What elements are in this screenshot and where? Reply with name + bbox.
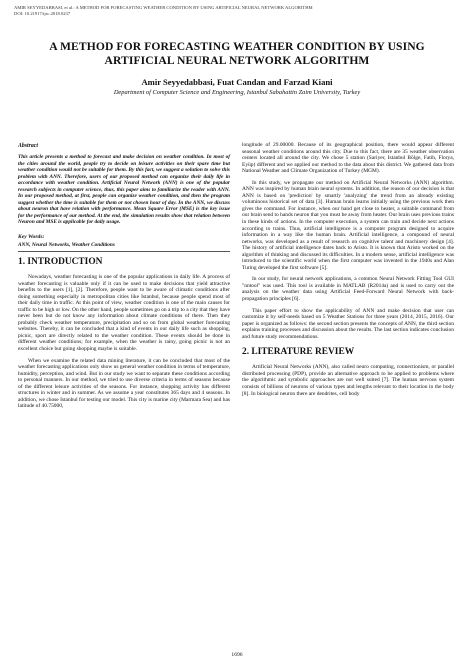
running-head-doi: DOI: 10.21917/ijsc.2018.0237 [14, 11, 71, 16]
introduction-paragraph-6: This paper effort to show the applicability of ANN and make decision that user can customize it by self-needs based on 5 Weather Stations for three years (2014, 2015, 2016). Our paper is organized as follows: the second section presents the concepts of ANN, the third section explains training processes and discussion about the results. The last section indicates conclusion and future study recommendations. [242, 307, 454, 340]
section-divider [18, 251, 230, 252]
running-head [14, 5, 460, 17]
literature-review-paragraph-1: Artificial Neural Networks (ANN), also called neuro computing, connectionism, or parallel distributed processing (PDP), provide an alternative approach to be applied to problems where the algorithmic and symbolic approaches are not well suited [7]. The human nervous system consists of billions of neurons of various types and lengths relevant to their location in the body [8]. In biological neuron there are dendrites, cell body [242, 364, 454, 397]
introduction-paragraph-2: When we examine the related data mining literature, it can be concluded that most of the weather forecasting applications only show us general weather condition in terms of temperature, humidity, perception, and wind. But in our study we want to separate these conditions according to personal manners. In our method, we tried to use diverse criteria in terms of seasons because of the different leisure activities of the seasons. For instance, shopping activity has different structures in winter and in summer. As we assume a year constitutes 365 days and 4 seasons. In addition, we chose Istanbul for testing our model. This city is marine city (Marmara Sea) and has latitude of 40.75000, [18, 357, 230, 410]
right-column [242, 142, 454, 397]
literature-review-heading: 2. LITERATURE REVIEW [242, 347, 355, 358]
abstract-text: This article presents a method to forecast and make decision on weather condition. In most of the cities around the world, people try to decide on leisure activities on their spare time but weather condition would not be suitable for them. By this fact, we suggest a solution to solve this problem with ANN. Therefore, users of our proposed method can organize their daily life in accordance with weather condition. Artificial Neural Network (ANN) is one of the popular research subjects in computer science, thus, this paper aims to familiarize the reader with ANN. In our proposed method, at first, people can organize weather condition, and then the program suggest whether the time is suitable for them or not chosen hour of day. In the ANN, we discuss about neuron that have relation with performance. Mean Square Error (MSE) is the key issue for the performance of our method. At the end, the simulation results show that relation between Neuron and MSE is applicable for daily usage. [18, 154, 230, 225]
introduction-paragraph-1: Nowadays, weather forecasting is one of the popular applications in daily life. A process of weather forecasting is valuable only if it can be used to make decisions that yield attractive benefits to the users [1], [2]. Therefore, people want to be aware of climatic conditions after doing something especially in metropolitan cities like Istanbul, because people spend most of their daily time in traffic. At this point of view, weather condition is one of the main causes for traffic to be high or low. On the other hand, people sometimes go on a trip to a city that they have never been but do not know any information about climate conditions of there. Then they probably check weather temperature, precipitation and so on from global weather forecasting websites. Thereby, it can be concluded that a kind of events in our daily life such as shopping, picnic, sport are directly related to the weather condition. These events should be done in different weather conditions; for example, when the weather is rainy, going picnic is not an excellent choice but going shopping maybe is suitable. [18, 274, 231, 353]
abstract-heading: Abstract [18, 143, 38, 149]
paper-authors: Amir Seyyedabbasi, Fuat Candan and Farzad Kiani [141, 77, 333, 87]
running-head-title: AMIR SEYYEDABBASI, et al.: A METHOD FOR FORECASTING WEATHER CONDITION BY USING ARTIFICIAL NEURAL NETWORK ALGORITHM [14, 5, 313, 10]
introduction-paragraph-3: longitude of 29.00000. Because of its geographical position, there would appear different seasonal weather conditions around this city. Due to this fact, there are 35 weather observation centers located all around the city. We chose 5 station (Sariyer, Istanbul Bölge, Fatih, Florya, Eyüp) different and we applied our method to the data about this district. We gathered data from National Weather and Climate Organization of Turkey (MGM). [242, 142, 454, 175]
paper-affiliation: Department of Computer Science and Engineering, Istanbul Sabahattin Zaim University, Turkey [113, 89, 361, 96]
introduction-heading: 1. INTRODUCTION [18, 257, 103, 267]
introduction-paragraph-5: In our study, for neural network applications, a common Neural Network Fitting Tool GUI "nntool" was used. This tool is available in MATLAB (R2014a) and is used to carry out the analysis on the weather data using Artificial Feed-Forward Neural Network with back-propagation principles [6]. [242, 276, 454, 303]
page-number: 1696 [231, 652, 243, 658]
introduction-paragraph-4: In this study, we propagate our method on Artificial Neural Networks (ANN) algorithm. ANN was inspired by human brain neural systems. In addition, the reason of our decision is that ANN is based on 'prediction' by smartly 'analyzing' the trend from an already existing voluminous historical set of data [3]. Human brain learns initially using the previous work then gives the command. For instance, when our hand get close to heater, a suitable command from our brain send to hands neuron that you must be away from heater. Our brain uses previous trains in these kinds of actions. In the computer execution, a system can train and decide next actions according to trains. Thus, artificial intelligence is a computer program designed to acquire information in a way like the human brain. Artificial intelligence, a compound of neural networks, was developed as a result of research on cognitive talent and machinery design [4]. The history of artificial intelligence dates back to Aristo. It is known that Aristo worked on the algorithm of thinking and discussed its difficulties. In a modern sense, artificial intelligence was introduced to the scientific world when the first computer was invented in the 1940s and Alan Turing developed the first software [5]. [242, 179, 454, 271]
keywords-text: ANN, Neural Networks, Weather Conditions [18, 241, 115, 248]
paper-title: A METHOD FOR FORECASTING WEATHER CONDITION BY USING ARTIFICIAL NEURAL NETWORK ALGORITHM [49, 40, 425, 67]
left-column [18, 143, 230, 410]
keywords-heading: Key Words: [18, 233, 45, 240]
